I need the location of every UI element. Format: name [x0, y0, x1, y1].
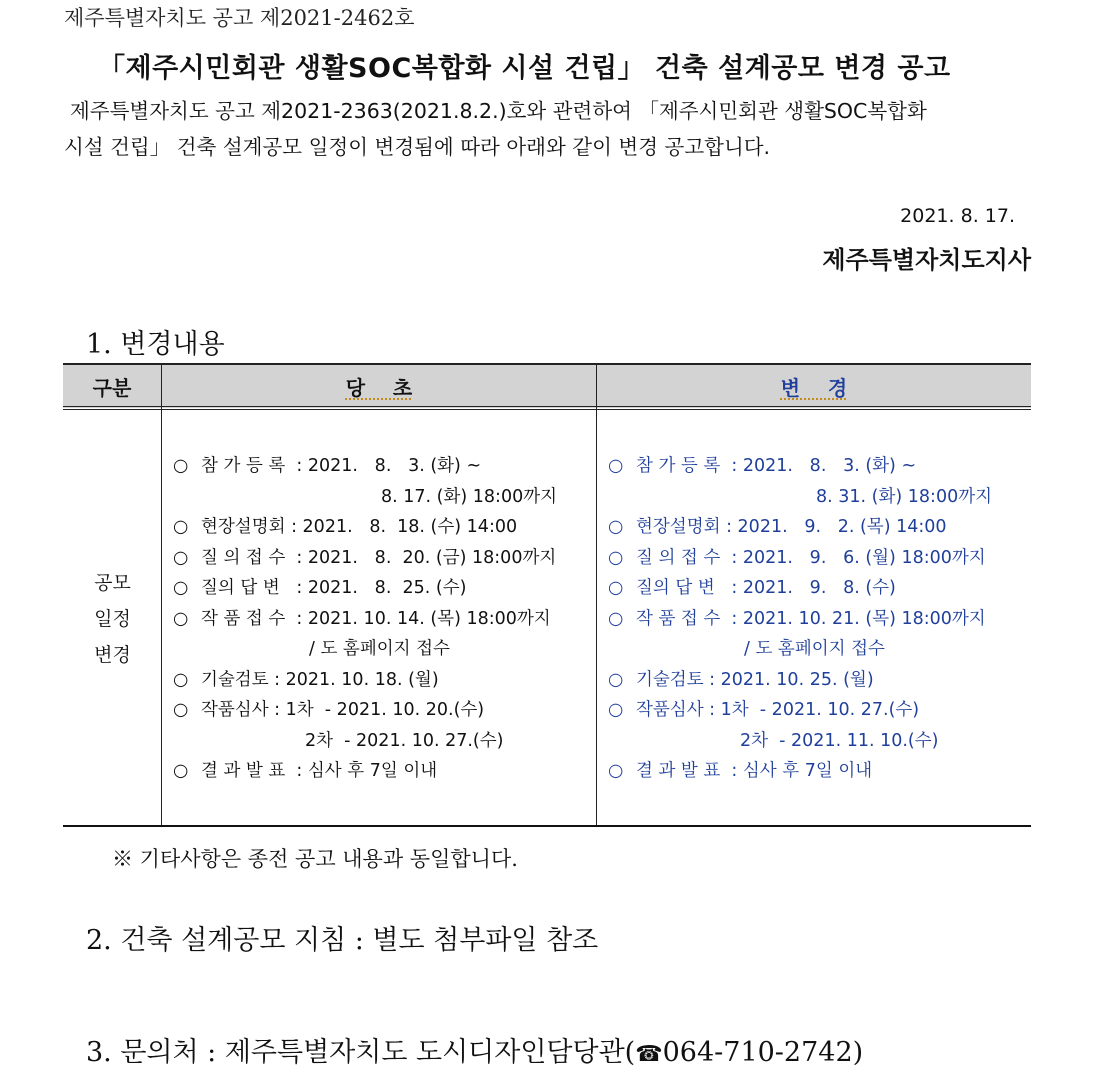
- list-item: ○ 결 과 발 표 : 심사 후 7일 이내: [173, 761, 438, 781]
- list-item: ○ 작 품 접 수 : 2021. 10. 21. (목) 18:00까지: [608, 608, 986, 629]
- table-bottom-border: [63, 825, 1031, 827]
- list-item: ○ 참 가 등 록 : 2021. 8. 3. (화) ~: [608, 456, 917, 476]
- list-item: ○ 질의 답 변 : 2021. 8. 25. (수): [173, 578, 467, 598]
- issue-date: 2021. 8. 17.: [900, 205, 1015, 227]
- change-table: [63, 363, 1031, 827]
- list-item: ○ 작 품 접 수 : 2021. 10. 14. (목) 18:00까지: [173, 608, 551, 629]
- intro-line-1: 제주특별자치도 공고 제2021-2363(2021.8.2.)호와 관련하여 「제주시민회관 생활SOC복합화: [70, 99, 927, 123]
- intro-line-2: 시설 건립」 건축 설계공모 일정이 변경됨에 따라 아래와 같이 변경 공고합니다.: [64, 135, 771, 159]
- header-category: 구분: [92, 376, 132, 400]
- list-item: ○ 현장설명회 : 2021. 8. 18. (수) 14:00: [173, 517, 518, 537]
- list-item: ○ 결 과 발 표 : 심사 후 7일 이내: [608, 761, 873, 781]
- before-schedule: [173, 451, 557, 787]
- list-item: / 도 홈페이지 접수: [744, 639, 885, 659]
- list-item: ○ 작품심사 : 1차 - 2021. 10. 20.(수): [173, 700, 485, 720]
- list-item: ○ 질의 답 변 : 2021. 9. 8. (수): [608, 578, 896, 598]
- header-after: [597, 372, 1031, 401]
- issuer: 제주특별자치도지사: [822, 246, 1031, 274]
- header-before: [162, 372, 596, 401]
- notice-number: 제주특별자치도 공고 제2021-2462호: [64, 6, 415, 30]
- list-item: 8. 17. (화) 18:00까지: [381, 486, 558, 507]
- list-item: / 도 홈페이지 접수: [309, 639, 450, 659]
- header-divider: [63, 406, 1031, 407]
- section-1-title: 1. 변경내용: [86, 329, 225, 360]
- list-item: ○ 기술검토 : 2021. 10. 25. (월): [608, 669, 874, 690]
- header-divider-double: [63, 409, 1031, 410]
- after-schedule: [608, 451, 992, 787]
- phone-icon: ☎: [635, 1042, 663, 1067]
- section-2-title: 2. 건축 설계공모 지침 : 별도 첨부파일 참조: [86, 925, 599, 956]
- contact-phone: 064-710-2742): [662, 1037, 864, 1068]
- list-item: ○ 현장설명회 : 2021. 9. 2. (목) 14:00: [608, 517, 947, 537]
- list-item: 8. 31. (화) 18:00까지: [816, 486, 993, 507]
- note: ※ 기타사항은 종전 공고 내용과 동일합니다.: [112, 847, 518, 871]
- contact-label: 3. 문의처 : 제주특별자치도 도시디자인담당관(: [86, 1037, 636, 1068]
- list-item: ○ 질 의 접 수 : 2021. 9. 6. (월) 18:00까지: [608, 547, 986, 568]
- list-item: ○ 참 가 등 록 : 2021. 8. 3. (화) ~: [173, 456, 482, 476]
- list-item: ○ 작품심사 : 1차 - 2021. 10. 27.(수): [608, 700, 920, 720]
- list-item: 2차 - 2021. 11. 10.(수): [740, 730, 939, 751]
- list-item: ○ 질 의 접 수 : 2021. 8. 20. (금) 18:00까지: [173, 547, 557, 568]
- page-title: 「제주시민회관 생활SOC복합화 시설 건립」 건축 설계공모 변경 공고: [98, 53, 951, 84]
- list-item: ○ 기술검토 : 2021. 10. 18. (월): [173, 669, 439, 690]
- list-item: 2차 - 2021. 10. 27.(수): [305, 730, 504, 751]
- row-label-schedule-change: 공모 일정 변경: [94, 572, 131, 666]
- header-after-label: 변 경: [780, 376, 848, 400]
- section-3-contact: [86, 1030, 863, 1069]
- column-divider-2: [596, 363, 597, 827]
- header-before-label: 당 초: [345, 376, 413, 400]
